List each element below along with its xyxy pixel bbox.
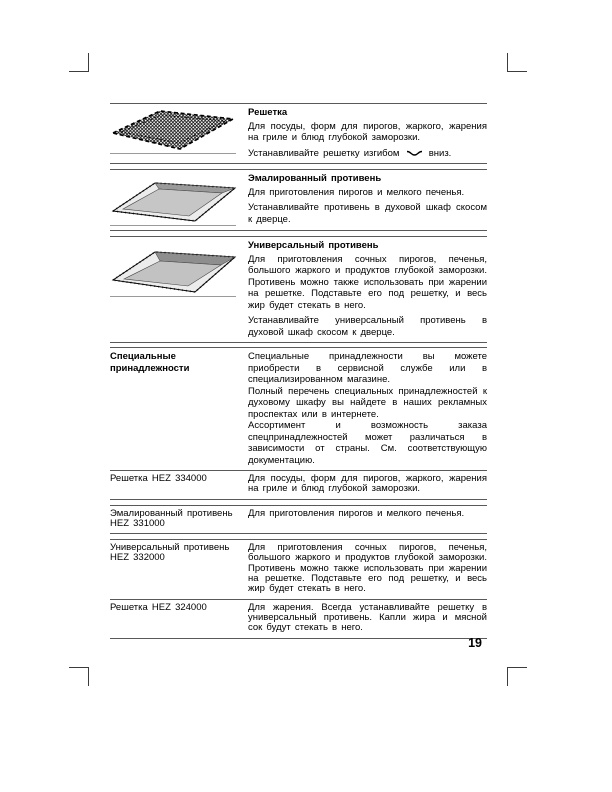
section-paragraph: Устанавливайте универсальный противень в духовой шкаф скосом к дверце. xyxy=(248,315,487,338)
enamel-tray-figure xyxy=(110,177,234,226)
special-paragraph: Специальные принадлежности вы можете приобрести в сервисной службе или в специализированном магазине. xyxy=(248,351,487,385)
crop-mark-bottom-right xyxy=(507,667,527,686)
accessory-description: Для посуды, форм для пирогов, жаркого, жарения на гриле и блюд глубокой заморозки. xyxy=(248,473,487,495)
table-row xyxy=(110,470,487,500)
install-note-text-before: Устанавливайте решетку изгибом xyxy=(248,147,400,159)
table-row xyxy=(110,539,487,599)
wire-rack-figure xyxy=(110,107,234,154)
crop-mark-top-left xyxy=(69,53,89,72)
special-accessories-heading: Специальные принадлежности xyxy=(110,351,190,374)
accessory-description: Для приготовления сочных пирогов, печенья, большого жаркого и продуктов глубокой заморозки. Противень можно также использовать при жарении на решетке. Подставьте его под решетку, и весь жир будет стекать в него. xyxy=(248,542,487,595)
section-title: Эмалированный противень xyxy=(248,173,382,184)
accessory-name: Решетка HEZ 334000 xyxy=(110,473,207,484)
install-note-text-after: вниз. xyxy=(428,147,452,159)
section-universal-tray xyxy=(110,236,487,343)
section-title: Решетка xyxy=(248,107,288,118)
table-row xyxy=(110,505,487,535)
section-wire-rack xyxy=(110,103,487,164)
accessory-description: Для приготовления пирогов и мелкого печенья. xyxy=(248,507,465,519)
page-content xyxy=(110,103,487,639)
universal-tray-figure xyxy=(110,248,234,297)
accessory-name: Универсальный противень HEZ 332000 xyxy=(110,542,230,564)
table-row xyxy=(110,600,487,639)
crop-mark-top-right xyxy=(507,53,527,72)
figure-baseline xyxy=(110,153,236,154)
install-note xyxy=(248,148,487,160)
crop-mark-bottom-left xyxy=(69,667,89,686)
special-paragraph: Ассортимент и возможность заказа спецпринадлежностей может различаться в зависимости от страны. См. соответствующую документацию. xyxy=(248,420,487,466)
universal-tray-image xyxy=(110,248,238,294)
accessory-description: Для жарения. Всегда устанавливайте решетку в универсальный противень. Капли жира и мясной сок будут стекать в него. xyxy=(248,601,487,634)
figure-baseline xyxy=(110,225,236,226)
wire-rack-image xyxy=(110,107,236,151)
section-special-accessories xyxy=(110,347,487,470)
section-paragraph: Устанавливайте противень в духовой шкаф скосом к дверце. xyxy=(248,202,487,225)
accessory-name: Эмалированный противень HEZ 331000 xyxy=(110,507,233,529)
enamel-tray-image xyxy=(110,177,238,223)
section-enamel-tray xyxy=(110,169,487,231)
section-title: Универсальный противень xyxy=(248,240,379,251)
page-number: 19 xyxy=(468,636,482,650)
section-paragraph: Для приготовления сочных пирогов, печенья, большого жаркого и продуктов глубокой заморозки. Противень можно также использовать при жарении на решетке. Подставьте его под решетку, и весь жир будет стекать в него. xyxy=(248,253,487,311)
figure-baseline xyxy=(110,296,236,297)
section-paragraph: Для посуды, форм для пирогов, жаркого, жарения на гриле и блюд глубокой заморозки. xyxy=(248,120,487,143)
curve-down-icon xyxy=(406,149,423,157)
accessory-name: Решетка HEZ 324000 xyxy=(110,601,207,613)
special-paragraph: Полный перечень специальных принадлежностей к духовому шкафу вы найдете в наших рекламных проспектах или в интернете. xyxy=(248,385,487,420)
section-paragraph: Для приготовления пирогов и мелкого печенья. xyxy=(248,186,465,198)
